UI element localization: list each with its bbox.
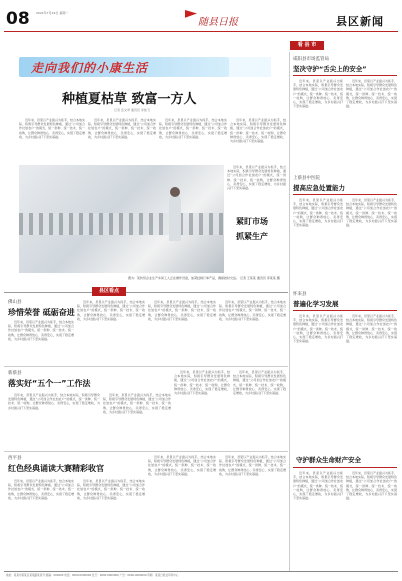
county-text-1c: 近年来，县里以产业振兴为抓手，结合本地实际，积极引导群众发展特色种植，通过“公司加合作社加农户”的模式，统一供种、统一技术、统一收购，让群众种得放心、卖得安心，实现了稳定增收，为乡村振兴打下坚实基础。 (148, 300, 216, 321)
right-rule-4 (293, 467, 397, 468)
right-text-2a: 近年来，县里以产业振兴为抓手，结合本地实际，积极引导群众发展特色种植，通过“公司加合作社加农户”的模式，统一供种、统一技术、统一收购，让群众种得放心、卖得安心，实现了稳定增收，为乡村振兴打下坚实基础。 (293, 198, 343, 228)
right-kicker-3: 怀来县 (293, 292, 307, 297)
county-text-2d: 近年来，县里以产业振兴为抓手，结合本地实际，积极引导群众发展特色种植，通过“公司加合作社加农户”的模式，统一供种、统一技术、统一收购，让群众种得放心、卖得安心，实现了稳定增收，为乡村振兴打下坚实基础。 (233, 370, 286, 396)
right-head-2: 提高应急处置能力 (293, 184, 345, 192)
right-text-1a: 近年来，县里以产业振兴为抓手，结合本地实际，积极引导群众发展特色种植，通过“公司加合作社加农户”的模式，统一供种、统一技术、统一收购，让群众种得放心、卖得安心，实现了稳定增收，为乡村振兴打下坚实基础。 (293, 79, 343, 109)
right-text-3b: 近年来，县里以产业振兴为抓手，结合本地实际，积极引导群众发展特色种植，通过“公司加合作社加农户”的模式，统一供种、统一技术、统一收购，让群众种得放心、卖得安心，实现了稳定增收，为乡村振兴打下坚实基础。 (346, 314, 397, 344)
footer-text: 地址：某某市某某区某某路某某号 邮编：000000 电话：0000-0000000 发行：0000-0000000 广告：0000-0000000 印刷：某某日报社印务中心 (6, 574, 179, 577)
brand-name: 随县日报 (198, 17, 238, 28)
lead-text-col-4: 近年来，县里以产业振兴为抓手，结合本地实际，积极引导群众发展特色种植，通过“公司加合作社加农户”的模式，统一供种、统一技术、统一收购，让群众种得放心、卖得安心，实现了稳定增收，为乡村振兴打下坚实基础。 (230, 118, 286, 144)
county-head-3: 红色经典诵读大赛精彩收官 (8, 464, 104, 473)
section-title: 县区新闻 (336, 15, 384, 28)
county-kicker-3: 西平县 (8, 456, 22, 461)
right-rule-1 (293, 75, 397, 76)
county-text-2c: 近年来，县里以产业振兴为抓手，结合本地实际，积极引导群众发展特色种植，通过“公司加合作社加农户”的模式，统一供种、统一技术、统一收购，让群众种得放心、卖得安心，实现了稳定增收，为乡村振兴打下坚实基础。 (174, 370, 230, 396)
county-kicker-2: 新蔡县 (8, 371, 22, 376)
brand-logo (185, 10, 245, 28)
county-rule-top (4, 292, 288, 293)
photo-note: 图为：某纺织企业生产车间工人正在操作设备，加紧赶制订单产品，确保按时交货。 记者 王某某 通讯员 李某某 摄 (128, 276, 280, 280)
right-rule-3 (293, 310, 397, 311)
banner-title: 走向我们的小康生活 (31, 61, 149, 75)
county-rule-2 (4, 366, 288, 367)
county-head-2: 落实好“五个一”工作法 (8, 379, 91, 388)
lead-text-col-1: 近年来，县里以产业振兴为抓手，结合本地实际，积极引导群众发展特色种植，通过“公司加合作社加农户”的模式，统一供种、统一技术、统一收购，让群众种得放心、卖得安心，实现了稳定增收，为乡村振兴打下坚实基础。 (19, 118, 85, 139)
county-text-1b: 近年来，县里以产业振兴为抓手，结合本地实际，积极引导群众发展特色种植，通过“公司加合作社加农户”的模式，统一供种、统一技术、统一收购，让群众种得放心、卖得安心，实现了稳定增收，为乡村振兴打下坚实基础。 (77, 300, 145, 321)
photo-worker-head (170, 187, 180, 197)
county-text-2b: 近年来，县里以产业振兴为抓手，结合本地实际，积极引导群众发展特色种植，通过“公司加合作社加农户”的模式，统一供种、统一技术、统一收购，让群众种得放心、卖得安心，实现了稳定增收，为乡村振兴打下坚实基础。 (103, 393, 171, 414)
county-text-1d: 近年来，县里以产业振兴为抓手，结合本地实际，积极引导群众发展特色种植，通过“公司加合作社加农户”的模式，统一供种、统一技术、统一收购，让群众种得放心、卖得安心，实现了稳定增收，为乡村振兴打下坚实基础。 (219, 300, 286, 321)
right-head-3: 普遍化学习发展 (293, 300, 339, 308)
photo-caption-title: 紧盯市场 (236, 217, 268, 226)
county-text-3d: 近年来，县里以产业振兴为抓手，结合本地实际，积极引导群众发展特色种植，通过“公司加合作社加农户”的模式，统一供种、统一技术、统一收购，让群众种得放心、卖得安心，实现了稳定增收，为乡村振兴打下坚实基础。 (219, 455, 286, 476)
masthead-rule (4, 31, 398, 32)
right-text-2b: 近年来，县里以产业振兴为抓手，结合本地实际，积极引导群众发展特色种植，通过“公司加合作社加农户”的模式，统一供种、统一技术、统一收购，让群众种得放心、卖得安心，实现了稳定增收，为乡村振兴打下坚实基础。 (346, 198, 397, 228)
right-text-1b: 近年来，县里以产业振兴为抓手，结合本地实际，积极引导群众发展特色种植，通过“公司加合作社加农户”的模式，统一供种、统一技术、统一收购，让群众种得放心、卖得安心，实现了稳定增收，为乡村振兴打下坚实基础。 (346, 79, 397, 109)
banner-spacer (229, 57, 271, 77)
county-kicker-1: 佛山县 (8, 300, 22, 305)
right-kicker-2: 上蔡县中医院 (293, 176, 320, 181)
lead-text-col-2: 近年来，县里以产业振兴为抓手，结合本地实际，积极引导群众发展特色种植，通过“公司加合作社加农户”的模式，统一供种、统一技术、统一收购，让群众种得放心、卖得安心，实现了稳定增收，为乡村振兴打下坚实基础。 (88, 118, 156, 139)
photo-caption-sub: 抓紧生产 (236, 232, 268, 241)
banner (19, 57, 229, 77)
right-text-4b: 近年来，县里以产业振兴为抓手，结合本地实际，积极引导群众发展特色种植，通过“公司加合作社加农户”的模式，统一供种、统一技术、统一收购，让群众种得放心、卖得安心，实现了稳定增收，为乡村振兴打下坚实基础。 (346, 471, 397, 501)
photo-worker (169, 195, 181, 241)
lead-headline: 种植夏枯草 致富一方人 (62, 92, 197, 107)
county-text-2a: 近年来，县里以产业振兴为抓手，结合本地实际，积极引导群众发展特色种植，通过“公司加合作社加农户”的模式，统一供种、统一技术、统一收购，让群众种得放心、卖得安心，实现了稳定增收，为乡村振兴打下坚实基础。 (8, 393, 100, 410)
right-text-4a: 近年来，县里以产业振兴为抓手，结合本地实际，积极引导群众发展特色种植，通过“公司加合作社加农户”的模式，统一供种、统一技术、统一收购，让群众种得放心、卖得安心，实现了稳定增收，为乡村振兴打下坚实基础。 (293, 471, 343, 501)
county-text-3a: 近年来，县里以产业振兴为抓手，结合本地实际，积极引导群众发展特色种植，通过“公司加合作社加农户”的模式，统一供种、统一技术、统一收购，让群众种得放心、卖得安心，实现了稳定增收，为乡村振兴打下坚实基础。 (8, 479, 74, 500)
page-number: 08 (6, 9, 30, 29)
county-text-3c: 近年来，县里以产业振兴为抓手，结合本地实际，积极引导群众发展特色种植，通过“公司加合作社加农户”的模式，统一供种、统一技术、统一收购，让群众种得放心、卖得安心，实现了稳定增收，为乡村振兴打下坚实基础。 (148, 455, 216, 476)
right-kicker-1: 咸阳县市场监管局 (293, 57, 329, 62)
footer-rule (4, 571, 398, 572)
right-rule-2 (293, 194, 397, 195)
date-line: 2021年7月19日 星期一 (36, 11, 69, 15)
right-text-3a: 近年来，县里以产业振兴为抓手，结合本地实际，积极引导群众发展特色种植，通过“公司加合作社加农户”的模式，统一供种、统一技术、统一收购，让群众种得放心、卖得安心，实现了稳定增收，为乡村振兴打下坚实基础。 (293, 314, 343, 344)
right-head-4: 守护群众生命财产安全 (296, 456, 361, 464)
county-text-3b: 近年来，县里以产业振兴为抓手，结合本地实际，积极引导群众发展特色种植，通过“公司加合作社加农户”的模式，统一供种、统一技术、统一收购，让群众种得放心、卖得安心，实现了稳定增收，为乡村振兴打下坚实基础。 (77, 479, 145, 500)
county-head-1: 珍惜荣誉 砥砺奋进 (8, 308, 75, 317)
lead-text-col-3: 近年来，县里以产业振兴为抓手，结合本地实际，积极引导群众发展特色种植，通过“公司加合作社加农户”的模式，统一供种、统一技术、统一收购，让群众种得放心、卖得安心，实现了稳定增收，为乡村振兴打下坚实基础。 (159, 118, 227, 139)
photo-side-text: 近年来，县里以产业振兴为抓手，结合本地实际，积极引导群众发展特色种植，通过“公司加合作社加农户”的模式，统一供种、统一技术、统一收购，让群众种得放心、卖得安心，实现了稳定增收，为乡村振兴打下坚实基础。 (227, 165, 286, 191)
right-col-divider (289, 52, 290, 572)
right-head-1: 坚决守护“舌尖上的安全” (293, 65, 367, 73)
county-rule-3 (4, 451, 288, 452)
flag-icon (185, 10, 197, 24)
masthead (0, 0, 402, 40)
county-text-1a: 近年来，县里以产业振兴为抓手，结合本地实际，积极引导群众发展特色种植，通过“公司加合作社加农户”的模式，统一供种、统一技术、统一收购，让群众种得放心、卖得安心，实现了稳定增收，为乡村振兴打下坚实基础。 (8, 320, 74, 341)
photo-machine-row (19, 213, 224, 235)
right-col-tag: 看 县 市 (290, 41, 324, 50)
county-tag: 县区看点 (92, 287, 126, 296)
lead-photo (19, 165, 224, 273)
lead-byline: 记者 张文翠 通讯员 李俊飞 (114, 108, 150, 112)
